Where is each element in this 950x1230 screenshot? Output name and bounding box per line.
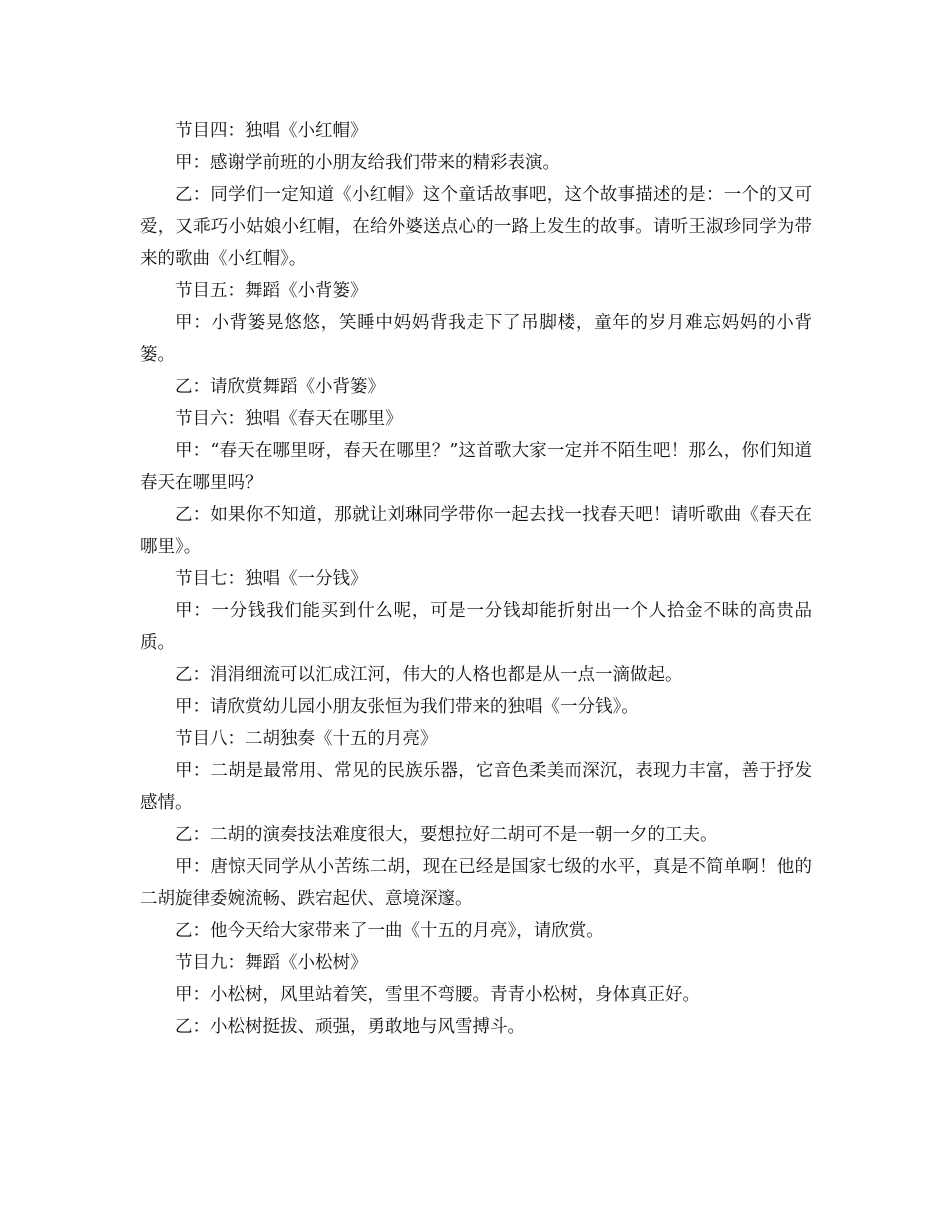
- dialogue-paragraph: 甲：小松树，风里站着笑，雪里不弯腰。青青小松树，身体真正好。: [175, 985, 700, 1005]
- dialogue-paragraph: 乙：如果你不知道，那就让刘琳同学带你一起去找一找春天吧！请听歌曲《春天在哪里》。: [140, 505, 812, 557]
- dialogue-paragraph: 甲：“春天在哪里呀，春天在哪里？”这首歌大家一定并不陌生吧！那么，你们知道春天在哪里吗？: [140, 441, 812, 493]
- program-heading: 节目九：舞蹈《小松树》: [175, 953, 368, 973]
- dialogue-paragraph: 乙：请欣赏舞蹈《小背篓》: [175, 377, 385, 397]
- dialogue-paragraph: 甲：小背篓晃悠悠，笑睡中妈妈背我走下了吊脚楼，童年的岁月难忘妈妈的小背篓。: [140, 313, 812, 365]
- dialogue-paragraph: 甲：二胡是最常用、常见的民族乐器，它音色柔美而深沉，表现力丰富，善于抒发感情。: [140, 761, 812, 813]
- program-heading: 节目七：独唱《一分钱》: [175, 569, 368, 589]
- dialogue-paragraph: 乙：涓涓细流可以汇成江河，伟大的人格也都是从一点一滴做起。: [175, 665, 683, 685]
- document-body: [140, 115, 812, 1043]
- dialogue-paragraph: 乙：二胡的演奏技法难度很大，要想拉好二胡可不是一朝一夕的工夫。: [175, 825, 718, 845]
- dialogue-paragraph: 甲：唐惊天同学从小苦练二胡，现在已经是国家七级的水平，真是不简单啊！他的二胡旋律委婉流畅、跌宕起伏、意境深邃。: [140, 857, 812, 909]
- dialogue-paragraph: 乙：小松树挺拔、顽强，勇敢地与风雪搏斗。: [175, 1017, 525, 1037]
- program-heading: 节目四：独唱《小红帽》: [175, 121, 368, 141]
- program-heading: 节目六：独唱《春天在哪里》: [175, 409, 403, 429]
- dialogue-paragraph: 甲：一分钱我们能买到什么呢，可是一分钱却能折射出一个人拾金不昧的高贵品质。: [140, 601, 812, 653]
- dialogue-paragraph: 乙：同学们一定知道《小红帽》这个童话故事吧，这个故事描述的是：一个的又可爱，又乖巧小姑娘小红帽，在给外婆送点心的一路上发生的故事。请听王淑珍同学为带来的歌曲《小红帽》。: [140, 185, 812, 269]
- dialogue-paragraph: 甲：请欣赏幼儿园小朋友张恒为我们带来的独唱《一分钱》。: [175, 697, 639, 717]
- dialogue-paragraph: 甲：感谢学前班的小朋友给我们带来的精彩表演。: [175, 153, 560, 173]
- program-heading: 节目五：舞蹈《小背篓》: [175, 281, 368, 301]
- dialogue-paragraph: 乙：他今天给大家带来了一曲《十五的月亮》，请欣赏。: [175, 921, 604, 941]
- program-heading: 节目八：二胡独奏《十五的月亮》: [175, 729, 438, 749]
